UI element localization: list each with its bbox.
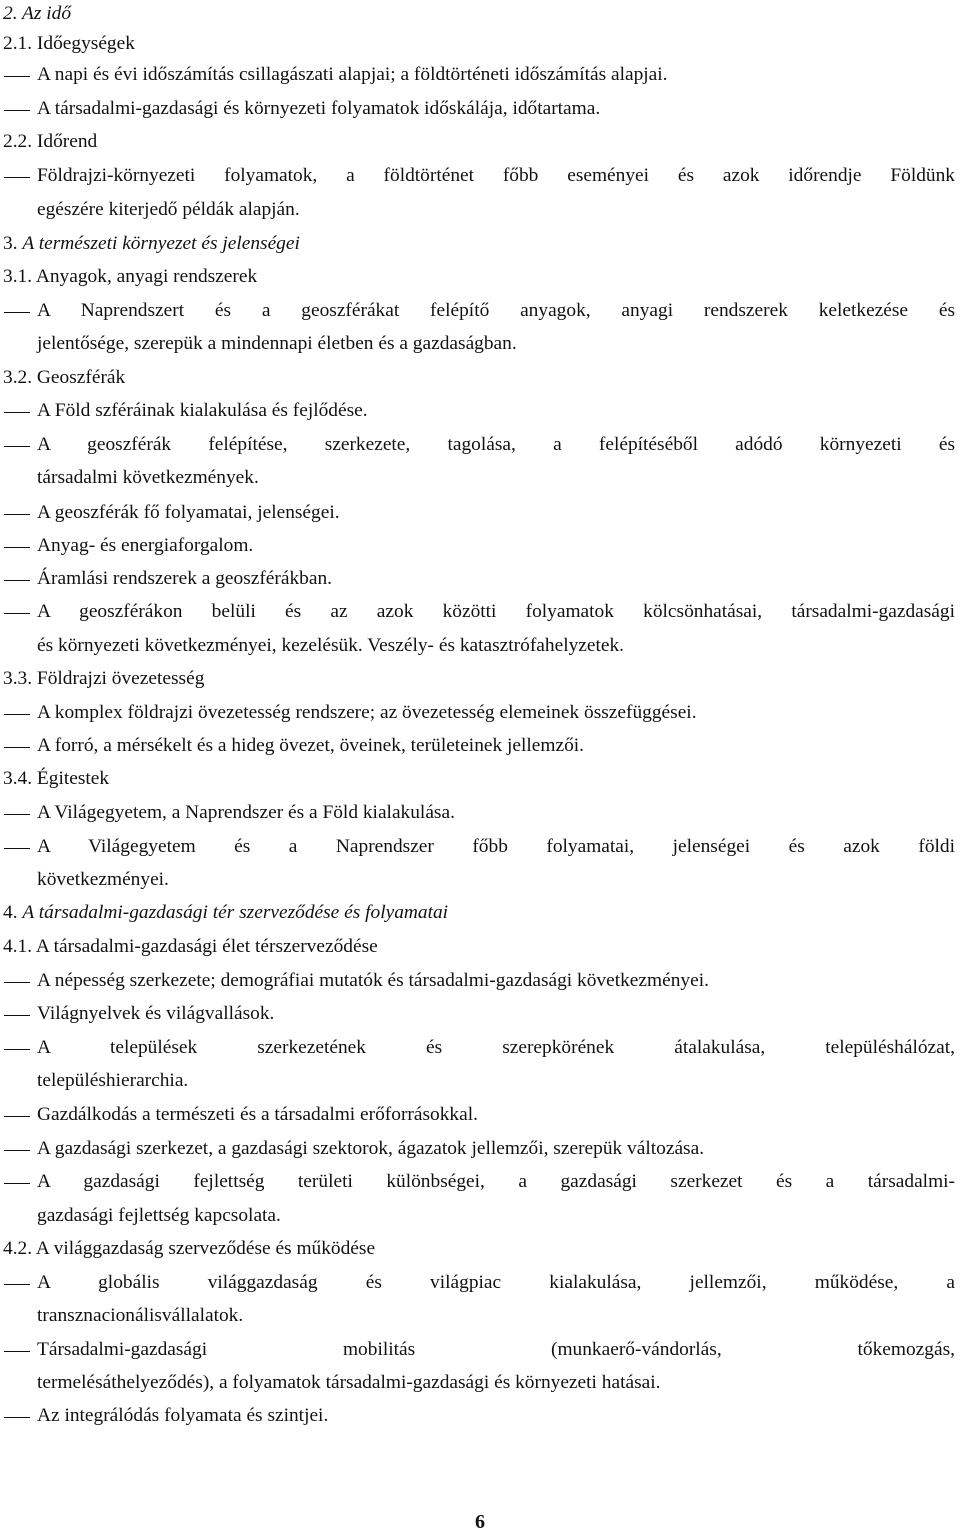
bullet-continuation xyxy=(37,1205,281,1227)
dash-bullet-icon xyxy=(4,982,30,983)
heading-italic-text: A társadalmi-gazdasági tér szerveződése és folyamatai xyxy=(22,902,449,923)
bullet-item xyxy=(37,300,955,322)
line-text: 2.2. Időrend xyxy=(3,131,98,152)
heading-italic-text: A természeti környezet és jelenségei xyxy=(22,233,300,254)
section-heading xyxy=(3,233,300,255)
line-text: 3.1. Anyagok, anyagi rendszerek xyxy=(3,266,258,287)
bullet-continuation xyxy=(37,1070,188,1092)
bullet-item xyxy=(37,1272,955,1294)
line-text: 3. xyxy=(3,233,23,254)
line-text: Társadalmi-gazdasági mobilitás (munkaerő-vándorlás, tőkemozgás, xyxy=(37,1339,955,1360)
section-heading xyxy=(3,668,204,690)
bullet-item xyxy=(37,1003,274,1025)
section-heading xyxy=(3,367,125,389)
bullet-continuation xyxy=(37,635,624,657)
dash-bullet-icon xyxy=(4,412,30,413)
section-heading xyxy=(3,902,448,924)
line-text: jelentősége, szerepük a mindennapi életben és a gazdaságban. xyxy=(37,333,517,354)
line-text: Földrajzi-környezeti folyamatok, a földtörténet főbb eseményei és azok időrendje Földünk xyxy=(37,165,955,186)
line-text: társadalmi következmények. xyxy=(37,467,259,488)
section-heading xyxy=(3,936,378,958)
dash-bullet-icon xyxy=(4,580,30,581)
line-text: A települések szerkezetének és szerepkörének átalakulása, településhálózat, xyxy=(37,1037,955,1058)
dash-bullet-icon xyxy=(4,1183,30,1184)
section-heading xyxy=(3,768,109,790)
line-text: transznacionálisvállalatok. xyxy=(37,1305,244,1326)
line-text: és környezeti következményei, kezelésük. Veszély- és katasztrófahelyzetek. xyxy=(37,635,625,656)
line-text: következményei. xyxy=(37,869,169,890)
line-text: A gazdasági szerkezet, a gazdasági szektorok, ágazatok jellemzői, szerepük változása. xyxy=(37,1138,705,1159)
dash-bullet-icon xyxy=(4,177,30,178)
bullet-continuation xyxy=(37,467,259,489)
dash-bullet-icon xyxy=(4,446,30,447)
bullet-item xyxy=(37,98,600,120)
line-text: gazdasági fejlettség kapcsolata. xyxy=(37,1205,281,1226)
line-text: A geoszférákon belüli és az azok közötti folyamatok kölcsönhatásai, társadalmi-gazdasági xyxy=(37,601,955,622)
dash-bullet-icon xyxy=(4,1351,30,1352)
bullet-item xyxy=(37,1339,955,1361)
section-heading xyxy=(3,33,135,55)
bullet-item xyxy=(37,434,955,456)
bullet-item xyxy=(37,568,332,590)
dash-bullet-icon xyxy=(4,547,30,548)
line-text: Anyag- és energiaforgalom. xyxy=(37,535,254,556)
line-text: Gazdálkodás a természeti és a társadalmi erőforrásokkal. xyxy=(37,1104,478,1125)
line-text: Világnyelvek és világvallások. xyxy=(37,1003,275,1024)
section-heading xyxy=(3,1238,375,1260)
dash-bullet-icon xyxy=(4,1417,30,1418)
dash-bullet-icon xyxy=(4,76,30,77)
line-text: 4.2. A világgazdaság szerveződése és működése xyxy=(3,1238,376,1259)
bullet-item xyxy=(37,165,955,187)
bullet-continuation xyxy=(37,333,517,355)
line-text: A népesség szerkezete; demográfiai mutatók és társadalmi-gazdasági következményei. xyxy=(37,970,709,991)
line-text: A forró, a mérsékelt és a hideg övezet, öveinek, területeinek jellemzői. xyxy=(37,735,585,756)
bullet-item xyxy=(37,1405,328,1427)
line-text: A társadalmi-gazdasági és környezeti folyamatok időskálája, időtartama. xyxy=(37,98,601,119)
bullet-item xyxy=(37,1104,478,1126)
line-text: A Föld szféráinak kialakulása és fejlődése. xyxy=(37,400,368,421)
line-text: A geoszférák felépítése, szerkezete, tagolása, a felépítéséből adódó környezeti és xyxy=(37,434,955,455)
dash-bullet-icon xyxy=(4,110,30,111)
line-text: egészére kiterjedő példák alapján. xyxy=(37,199,300,220)
line-text: 3.3. Földrajzi övezetesség xyxy=(3,668,205,689)
dash-bullet-icon xyxy=(4,1049,30,1050)
line-text: 3.4. Égitestek xyxy=(3,768,110,789)
dash-bullet-icon xyxy=(4,1150,30,1151)
line-text: A gazdasági fejlettség területi különbségei, a gazdasági szerkezet és a társadalmi- xyxy=(37,1171,955,1192)
dash-bullet-icon xyxy=(4,1015,30,1016)
line-text: településhierarchia. xyxy=(37,1070,189,1091)
line-text: A komplex földrajzi övezetesség rendszere; az övezetesség elemeinek összefüggései. xyxy=(37,702,697,723)
dash-bullet-icon xyxy=(4,848,30,849)
dash-bullet-icon xyxy=(4,1284,30,1285)
line-text: A Világegyetem és a Naprendszer főbb folyamatai, jelenségei és azok földi xyxy=(37,836,955,857)
line-text: A Naprendszert és a geoszférákat felépítő anyagok, anyagi rendszerek keletkezése és xyxy=(37,300,955,321)
bullet-item xyxy=(37,400,368,422)
bullet-item xyxy=(37,970,709,992)
dash-bullet-icon xyxy=(4,613,30,614)
bullet-item xyxy=(37,1037,955,1059)
dash-bullet-icon xyxy=(4,747,30,748)
section-heading xyxy=(3,131,97,153)
line-text: 4.1. A társadalmi-gazdasági élet térszerveződése xyxy=(3,936,378,957)
bullet-item xyxy=(37,601,955,623)
line-text: 2. Az idő xyxy=(3,3,72,24)
section-heading xyxy=(3,266,257,288)
dash-bullet-icon xyxy=(4,312,30,313)
line-text: A globális világgazdaság és világpiac kialakulása, jellemzői, működése, a xyxy=(37,1272,955,1293)
dash-bullet-icon xyxy=(4,514,30,515)
dash-bullet-icon xyxy=(4,714,30,715)
bullet-continuation xyxy=(37,1305,243,1327)
bullet-item xyxy=(37,64,668,86)
bullet-item xyxy=(37,836,955,858)
line-text: termelésáthelyeződés), a folyamatok társadalmi-gazdasági és környezeti hatásai. xyxy=(37,1372,661,1393)
bullet-item xyxy=(37,702,697,724)
bullet-continuation xyxy=(37,199,300,221)
bullet-item xyxy=(37,802,455,824)
line-text: A geoszférák fő folyamatai, jelenségei. xyxy=(37,502,340,523)
bullet-item xyxy=(37,1171,955,1193)
bullet-item xyxy=(37,535,253,557)
bullet-continuation xyxy=(37,869,169,891)
bullet-item xyxy=(37,1138,704,1160)
bullet-item xyxy=(37,735,584,757)
line-text: Az integrálódás folyamata és szintjei. xyxy=(37,1405,329,1426)
line-text: 4. xyxy=(3,902,23,923)
section-heading xyxy=(3,3,71,25)
page-number: 6 xyxy=(475,1511,485,1533)
line-text: A napi és évi időszámítás csillagászati alapjai; a földtörténeti időszámítás alapjai. xyxy=(37,64,668,85)
bullet-continuation xyxy=(37,1372,660,1394)
line-text: A Világegyetem, a Naprendszer és a Föld kialakulása. xyxy=(37,802,455,823)
bullet-item xyxy=(37,502,340,524)
dash-bullet-icon xyxy=(4,814,30,815)
dash-bullet-icon xyxy=(4,1116,30,1117)
line-text: 3.2. Geoszférák xyxy=(3,367,126,388)
line-text: 2.1. Időegységek xyxy=(3,33,135,54)
line-text: Áramlási rendszerek a geoszférákban. xyxy=(37,568,333,589)
